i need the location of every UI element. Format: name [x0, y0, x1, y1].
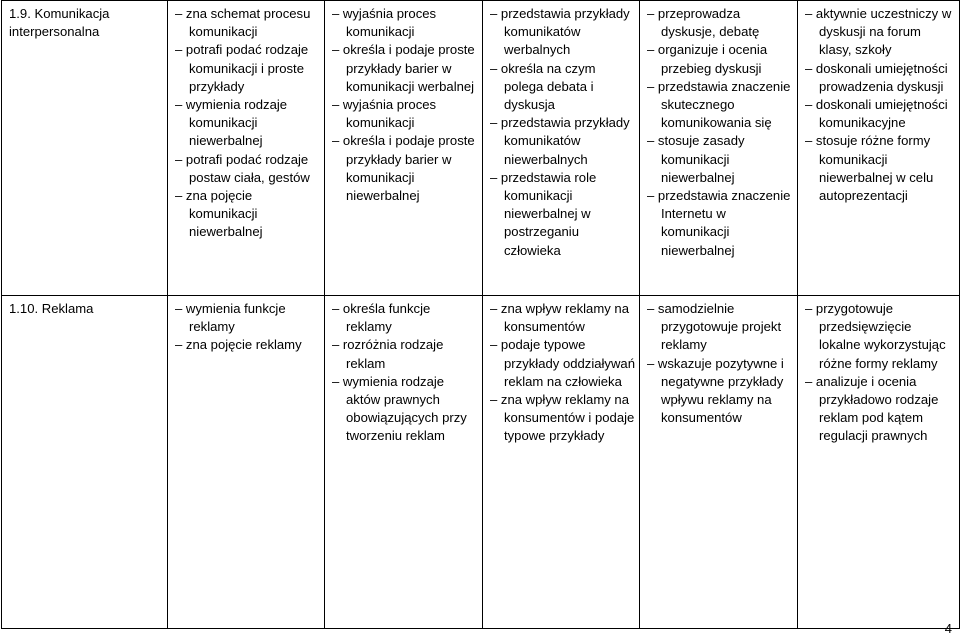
requirements-cell — [798, 296, 960, 629]
requirement-item: – zna pojęcie reklamy — [175, 337, 302, 353]
table-body — [2, 1, 960, 629]
curriculum-table — [1, 0, 960, 629]
requirement-item: – rozróżnia rodzaje reklam — [332, 337, 444, 371]
requirement-item: – wymienia rodzaje aktów prawnych obowiązujących przy tworzeniu reklam — [332, 373, 467, 444]
requirements-cell — [168, 1, 325, 296]
requirement-item: – zna pojęcie komunikacji niewerbalnej — [175, 188, 263, 240]
requirements-cell — [798, 1, 960, 296]
requirement-item: – wymienia funkcje reklamy — [175, 301, 286, 335]
requirement-item: – wymienia rodzaje komunikacji niewerbalnej — [175, 97, 288, 149]
requirement-item: – wyjaśnia proces komunikacji — [332, 6, 437, 40]
table-row — [2, 1, 960, 296]
topic-label: 1.9. Komunikacja interpersonalna — [9, 6, 110, 40]
topic-cell — [2, 1, 168, 296]
requirement-item: – określa i podaje proste przykłady barier w komunikacji werbalnej — [332, 42, 475, 94]
requirement-item: – zna schemat procesu komunikacji — [175, 6, 311, 40]
requirement-item: – potrafi podać rodzaje komunikacji i proste przykłady — [175, 42, 309, 94]
requirement-item: – doskonali umiejętności komunikacyjne — [805, 97, 948, 131]
requirement-item: – przedstawia przykłady komunikatów werbalnych — [490, 6, 630, 58]
requirement-item: – organizuje i ocenia przebieg dyskusji — [647, 42, 768, 76]
requirement-item: – określa i podaje proste przykłady barier w komunikacji niewerbalnej — [332, 133, 475, 204]
requirement-item: – zna wpływ reklamy na konsumentów — [490, 301, 629, 335]
requirement-item: – analizuje i ocenia przykładowo rodzaje reklam pod kątem regulacji prawnych — [805, 373, 939, 444]
requirement-item: – określa na czym polega debata i dyskusja — [490, 60, 596, 113]
requirements-cell — [483, 1, 640, 296]
requirements-cell — [325, 1, 483, 296]
requirement-item: – wskazuje pozytywne i negatywne przykłady wpływu reklamy na konsumentów — [647, 355, 784, 426]
requirement-item: – stosuje różne formy komunikacji niewerbalnej w celu autoprezentacji — [805, 133, 934, 204]
requirement-item: – przedstawia znaczenie skutecznego komunikowania się — [647, 78, 791, 131]
table-row — [2, 296, 960, 629]
requirement-item: – wyjaśnia proces komunikacji — [332, 97, 437, 131]
requirement-item: – stosuje zasady komunikacji niewerbalnej — [647, 133, 745, 185]
topic-cell — [2, 296, 168, 629]
requirement-item: – podaje typowe przykłady oddziaływań reklam na człowieka — [490, 337, 636, 389]
requirement-item: – doskonali umiejętności prowadzenia dyskusji — [805, 60, 948, 94]
requirement-item: – przygotowuje przedsięwzięcie lokalne wykorzystując różne formy reklamy — [805, 301, 946, 371]
requirement-item: – przeprowadza dyskusje, debatę — [647, 6, 760, 40]
requirements-cell — [483, 296, 640, 629]
requirement-item: – potrafi podać rodzaje postaw ciała, gestów — [175, 151, 310, 185]
requirements-cell — [640, 1, 798, 296]
requirement-item: – przedstawia przykłady komunikatów niewerbalnych — [490, 115, 630, 167]
page-number: 4 — [944, 621, 952, 636]
requirement-item: – zna wpływ reklamy na konsumentów i podaje typowe przykłady — [490, 392, 635, 444]
requirement-item: – aktywnie uczestniczy w dyskusji na forum klasy, szkoły — [805, 6, 952, 58]
requirements-cell — [325, 296, 483, 629]
requirement-item: – samodzielnie przygotowuje projekt reklamy — [647, 301, 782, 353]
requirement-item: – przedstawia znaczenie Internetu w komunikacji niewerbalnej — [647, 188, 791, 258]
requirements-cell — [168, 296, 325, 629]
requirement-item: – określa funkcje reklamy — [332, 301, 431, 335]
topic-label: 1.10. Reklama — [9, 301, 94, 316]
requirement-item: – przedstawia role komunikacji niewerbalnej w postrzeganiu człowieka — [490, 169, 597, 258]
requirements-cell — [640, 296, 798, 629]
